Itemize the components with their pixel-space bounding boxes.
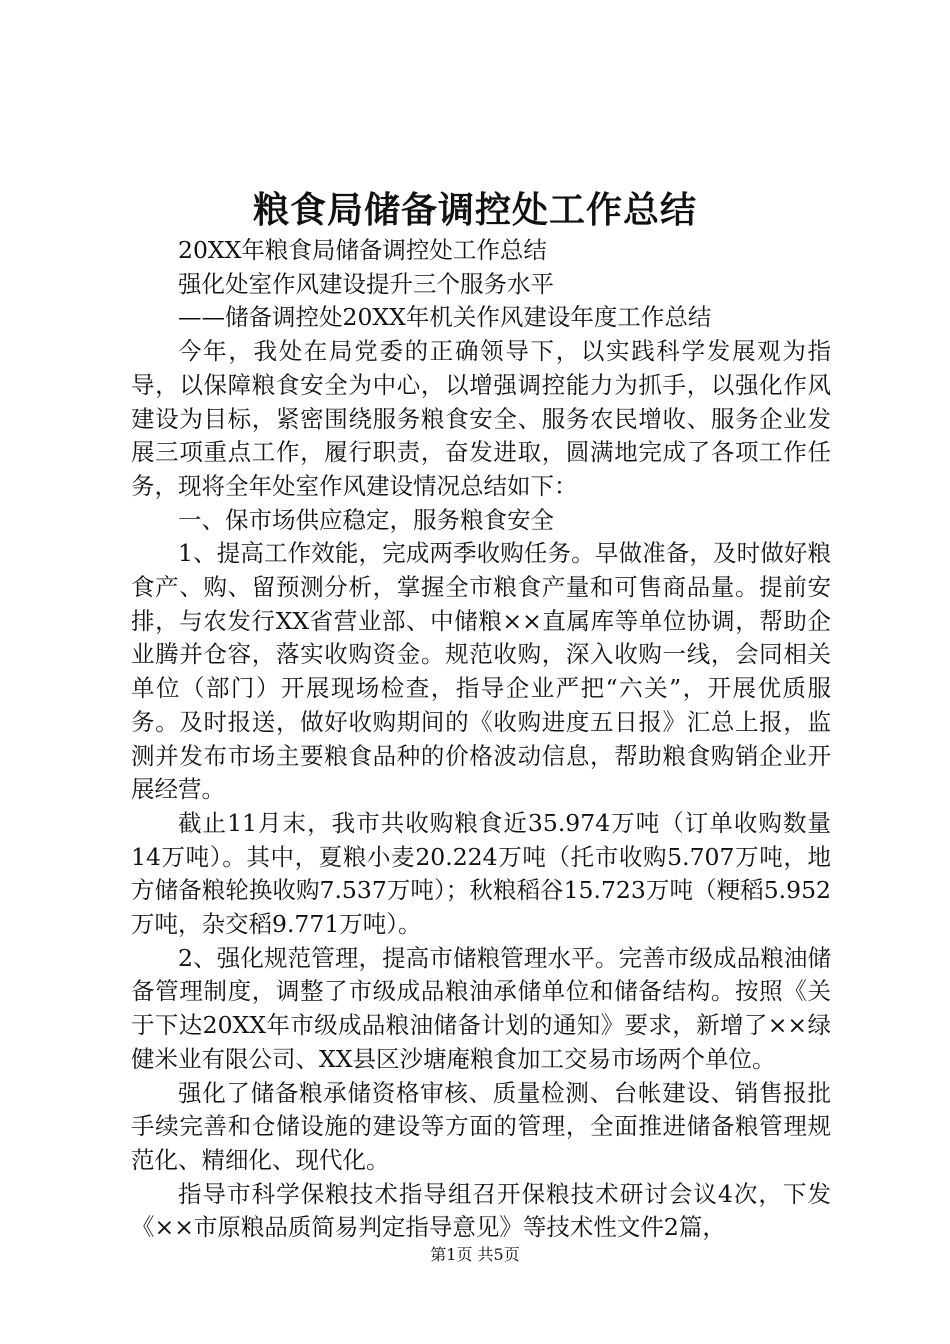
section-heading-1: 一、保市场供应稳定，服务粮食安全 (178, 505, 554, 534)
subtitle-year-summary: 20XX年粮食局储备调控处工作总结 (178, 236, 547, 264)
subtitle-annual-summary: ——储备调控处20XX年机关作风建设年度工作总结 (178, 303, 712, 332)
document-body (131, 234, 831, 1245)
paragraph-technical-guidance: 指导市科学保粮技术指导组召开保粮技术研讨会议4次，下发《××市原粮品质简易判定指导意见》等技术性文件2篇， (131, 1179, 831, 1242)
paragraph-management: 强化了储备粮承储资格审核、质量检测、台帐建设、销售报批手续完善和仓储设施的建设等方面的管理，全面推进储备粮管理规范化、精细化、现代化。 (131, 1078, 831, 1174)
document-title: 粮食局储备调控处工作总结 (252, 189, 697, 231)
subtitle-theme: 强化处室作风建设提升三个服务水平 (178, 269, 554, 298)
paragraph-purchase-stats: 截止11月末，我市共收购粮食近35.974万吨（订单收购数量14万吨）。其中，夏粮小麦20.224万吨（托市收购5.707万吨，地方储备粮轮换收购7.537万吨）；秋粮稻谷15.723万吨（粳稻5.952万吨，杂交稻9.771万吨）。 (131, 808, 831, 939)
paragraph-item-2: 2、强化规范管理，提高市储粮管理水平。完善市级成品粮油储备管理制度，调整了市级成品粮油承储单位和储备结构。按照《关于下达20XX年市级成品粮油储备计划的通知》要求，新增了××绿健米业有限公司、XX县区沙塘庵粮食加工交易市场两个单位。 (131, 943, 831, 1073)
paragraph-intro: 今年，我处在局党委的正确领导下，以实践科学发展观为指导，以保障粮食安全为中心，以增强调控能力为抓手，以强化作风建设为目标，紧密围绕服务粮食安全、服务农民增收、服务企业发展三项重点工作，履行职责，奋发进取，圆满地完成了各项工作任务，现将全年处室作风建设情况总结如下： (131, 337, 831, 500)
paragraph-item-1: 1、提高工作效能，完成两季收购任务。早做准备，及时做好粮食产、购、留预测分析，掌握全市粮食产量和可售商品量。提前安排，与农发行XX省营业部、中储粮××直属库等单位协调，帮助企业腾并仓容，落实收购资金。规范收购，深入收购一线，会同相关单位（部门）开展现场检查，指导企业严把“六关”，开展优质服务。及时报送，做好收购期间的《收购进度五日报》汇总上报，监测并发布市场主要粮食品种的价格波动信息，帮助粮食购销企业开展经营。 (131, 539, 831, 804)
page-number-footer: 第1页 共5页 (430, 1245, 520, 1264)
